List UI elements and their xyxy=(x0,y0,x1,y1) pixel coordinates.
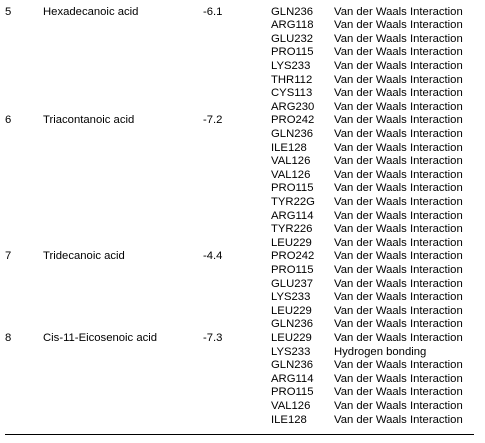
residue: ARG230 xyxy=(271,100,315,113)
interaction-type: Van der Waals Interaction xyxy=(334,400,463,412)
residue: GLN236 xyxy=(271,318,314,331)
compound-name: Triacontanoic acid xyxy=(43,114,135,127)
interaction-type: Van der Waals Interaction xyxy=(334,155,463,168)
residue: PRO115 xyxy=(271,46,314,59)
interaction-type: Van der Waals Interaction xyxy=(334,59,463,72)
interaction-type: Van der Waals Interaction xyxy=(334,372,463,385)
residue: VAL126 xyxy=(271,168,311,181)
residue: ILE128 xyxy=(271,141,307,154)
residue: LYS233 xyxy=(271,59,311,72)
interaction-type: Van der Waals Interaction xyxy=(334,5,463,18)
residue: GLU232 xyxy=(271,32,314,45)
residue: ARG114 xyxy=(271,209,314,222)
interaction-type: Van der Waals Interaction xyxy=(334,304,463,317)
interaction-type: Van der Waals Interaction xyxy=(334,19,463,32)
interaction-type: Van der Waals Interaction xyxy=(334,386,463,399)
compound-name: Tridecanoic acid xyxy=(43,250,125,263)
interaction-type: Van der Waals Interaction xyxy=(334,46,463,59)
residue: PRO115 xyxy=(271,263,314,276)
interaction-type: Van der Waals Interaction xyxy=(334,127,463,140)
residue: LYS233 xyxy=(271,291,311,304)
interaction-type: Van der Waals Interaction xyxy=(334,291,463,304)
interaction-type: Van der Waals Interaction xyxy=(334,318,463,331)
residue: TYR226 xyxy=(271,223,313,236)
binding-score: -7.2 xyxy=(203,114,223,127)
residue: LEU229 xyxy=(271,304,312,317)
interaction-type: Van der Waals Interaction xyxy=(334,413,463,426)
interaction-type: Van der Waals Interaction xyxy=(334,73,463,86)
residue: LEU229 xyxy=(271,332,312,344)
compound-name: Hexadecanoic acid xyxy=(43,5,139,18)
residue: VAL126 xyxy=(271,155,311,168)
interaction-type: Van der Waals Interaction xyxy=(334,223,463,236)
residue: GLN236 xyxy=(271,5,314,18)
residue: PRO242 xyxy=(271,250,315,263)
residue: ARG114 xyxy=(271,372,314,385)
residue: GLN236 xyxy=(271,127,314,140)
compound-number: 7 xyxy=(5,250,12,263)
interaction-type: Van der Waals Interaction xyxy=(334,114,463,127)
residue: PRO115 xyxy=(271,386,314,399)
compound-number: 6 xyxy=(5,114,12,127)
interaction-type: Van der Waals Interaction xyxy=(334,209,463,222)
interaction-type: Van der Waals Interaction xyxy=(334,141,463,154)
residue: TYR22G xyxy=(271,195,315,208)
binding-score: -7.3 xyxy=(203,332,223,344)
binding-score: -4.4 xyxy=(203,250,223,263)
interaction-type: Van der Waals Interaction xyxy=(334,250,463,263)
interaction-type: Van der Waals Interaction xyxy=(334,263,463,276)
residue: PRO242 xyxy=(271,114,315,127)
interaction-type: Van der Waals Interaction xyxy=(334,195,463,208)
interaction-type: Van der Waals Interaction xyxy=(334,236,463,249)
compound-number: 5 xyxy=(5,5,12,18)
interaction-type: Van der Waals Interaction xyxy=(334,87,463,100)
compound-name: Cis-11-Eicosenoic acid xyxy=(43,332,158,344)
residue: LYS233 xyxy=(271,345,311,358)
interaction-type: Van der Waals Interaction xyxy=(334,32,463,45)
interaction-type: Van der Waals Interaction xyxy=(334,332,463,344)
interaction-type: Hydrogen bonding xyxy=(334,345,427,358)
interaction-type: Van der Waals Interaction xyxy=(334,359,463,372)
residue: GLU237 xyxy=(271,277,314,290)
table-bottom-rule xyxy=(5,434,474,435)
interaction-type: Van der Waals Interaction xyxy=(334,100,463,113)
residue: VAL126 xyxy=(271,400,311,412)
residue: CYS113 xyxy=(271,87,313,100)
residue: LEU229 xyxy=(271,236,312,249)
interaction-type: Van der Waals Interaction xyxy=(334,168,463,181)
binding-score: -6.1 xyxy=(203,5,223,18)
residue: ARG118 xyxy=(271,19,314,32)
interaction-type: Van der Waals Interaction xyxy=(334,182,463,195)
residue: PRO115 xyxy=(271,182,314,195)
compound-number: 8 xyxy=(5,332,12,344)
residue: ILE128 xyxy=(271,413,307,426)
interaction-type: Van der Waals Interaction xyxy=(334,277,463,290)
residue: THR112 xyxy=(271,73,313,86)
residue: GLN236 xyxy=(271,359,314,372)
